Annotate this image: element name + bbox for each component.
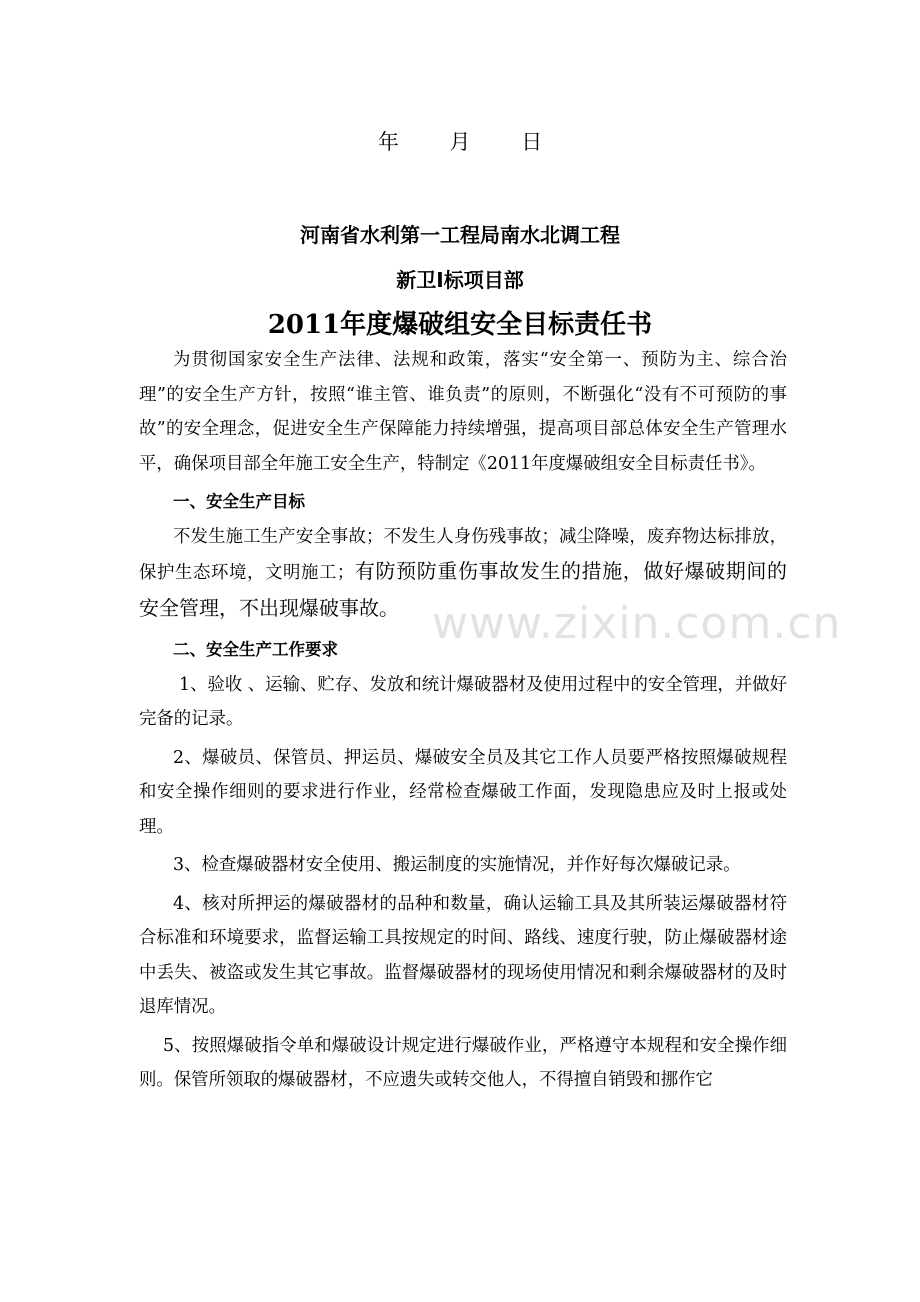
section1-text-a: 不发生施工生产安全事故；不发生人身伤残事故；减尘降噪，废弃物达标排放，保护生态环境，文明施工； bbox=[139, 526, 787, 583]
watermark: www.zixin.com.cn bbox=[432, 598, 842, 649]
date-month: 月 bbox=[449, 130, 471, 154]
requirement-item-5: 5、按照爆破指令单和爆破设计规定进行爆破作业，严格遵守本规程和安全操作细则。保管所领取的爆破器材，不应遗失或转交他人，不得擅自销毁和挪作它 bbox=[139, 1035, 787, 1090]
section1-heading: 一、安全生产目标 bbox=[173, 492, 305, 511]
requirement-item-2: 2、爆破员、保管员、押运员、爆破安全员及其它工作人员要严格按照爆破规程和安全操作细则的要求进行作业，经常检查爆破工作面，发现隐患应及时上报或处理。 bbox=[139, 747, 787, 837]
date-year: 年 bbox=[377, 130, 399, 154]
org-name-line1: 河南省水利第一工程局南水北调工程 bbox=[300, 223, 620, 247]
intro-paragraph: 为贯彻国家安全生产法律、法规和政策，落实“安全第一、预防为主、综合治理”的安全生产方针，按照“谁主管、谁负责”的原则，不断强化“没有不可预防的事故”的安全理念，促进安全生产保障能力持续增强，提高项目部总体安全生产管理水平，确保项目部全年施工安全生产，特制定《2011年度爆破组安全目标责任书》。 bbox=[139, 350, 787, 474]
section1-text-b: 有防预防重伤事故发生的措施，做好爆破期间的安全管理，不出现爆破事故。 bbox=[139, 559, 787, 620]
requirement-item-3: 3、检查爆破器材安全使用、搬运制度的实施情况，并作好每次爆破记录。 bbox=[173, 855, 741, 875]
org-name-line2: 新卫Ⅰ标项目部 bbox=[396, 268, 524, 292]
requirement-item-1: 1、验收 、运输、贮存、发放和统计爆破器材及使用过程中的安全管理，并做好完备的记录。 bbox=[139, 674, 787, 729]
requirement-item-4: 4、核对所押运的爆破器材的品种和数量，确认运输工具及其所装运爆破器材符合标准和环境要求，监督运输工具按规定的时间、路线、速度行驶，防止爆破器材途中丢失、被盗或发生其它事故。监督爆破器材的现场使用情况和剩余爆破器材的及时退库情况。 bbox=[139, 893, 787, 1017]
document-body bbox=[139, 343, 787, 1098]
document-title: 2011年度爆破组安全目标责任书 bbox=[267, 310, 653, 340]
date-line bbox=[0, 126, 920, 156]
date-day: 日 bbox=[521, 130, 543, 154]
section2-heading: 二、安全生产工作要求 bbox=[173, 640, 338, 659]
